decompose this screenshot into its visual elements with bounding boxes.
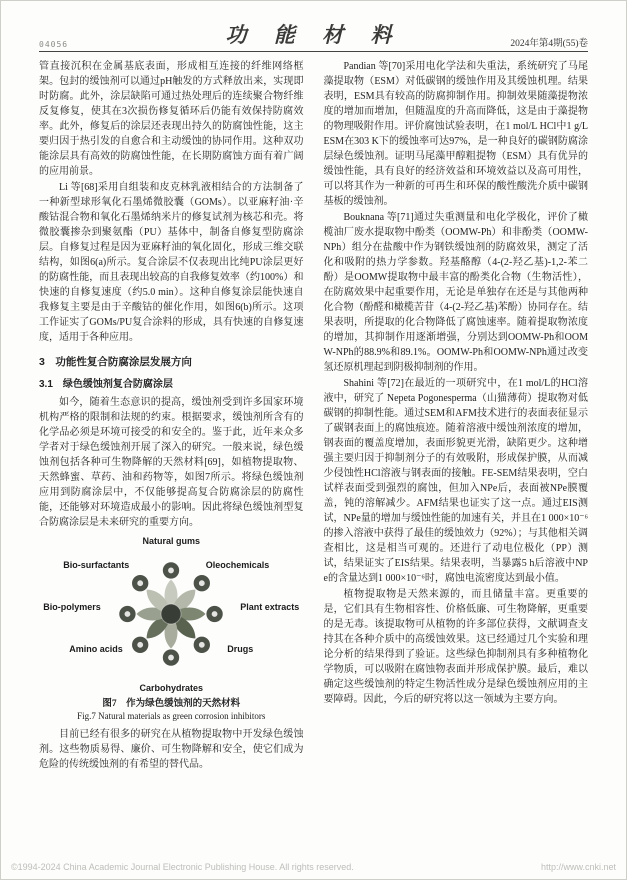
figure-7 — [39, 538, 304, 721]
copyright-text: ©1994-2024 China Academic Journal Electronic Publishing House. All rights reserved. — [11, 862, 354, 872]
page-footer — [1, 862, 626, 872]
page-number: 04056 — [39, 40, 69, 49]
flower-diagram — [112, 555, 230, 673]
article-body — [39, 59, 588, 841]
section-heading: 3 功能性复合防腐涂层发展方向 — [39, 356, 192, 368]
page-header — [39, 23, 588, 49]
paragraph-continuation: 管直接沉积在金属基底表面，形成相互连接的纤维网络框架。包封的缓蚀剂可以通过pH触发的方式释放出来，实现即时防腐。此外，涂层缺陷可通过热处理后的连续聚合物纤维反复修复，使其在3次损伤修复循环后仍能有效保持防腐效率。此外，修复后的涂层还表现出持久的防腐蚀性能，这主要归因于热引发的自愈合和主动缓蚀的协同作用。这种双功能涂层具有高效的防腐蚀性能，在长期防腐蚀方面有着广阔的应用前景。 — [39, 61, 304, 177]
left-column — [39, 59, 304, 841]
petal-label-drugs: Drugs — [227, 644, 254, 654]
paragraph-shahini-npe: Shahini 等[72]在最近的一项研究中，在1 mol/L的HCl溶液中，研究了 Nepeta Pogonesperma（山猫薄荷）提取物对低碳钢的抑制性能。通过SEM和AFM技术进行的表面表征显示了碳钢表面上的腐蚀痕迹。随着溶液中缓蚀剂浓度的增加，钢表面的覆盖度增加，表面形貌更光滑，缺陷更少。这种增强主要归因于抑制剂分子的有效吸附，形成保护膜，从而减少侵蚀性HCl溶液与钢表面的接触。FE-SEM结果表明，空白试样表面受到强烈的腐蚀，但加入NPe后，表面被NPe膜覆盖，钝的溶解减少。AFM结果也证实了这一点。通过EIS测试，NPe量的增加与缓蚀性能的加速有关，并且在1 000×10⁻⁶的掺入溶液中获得了最佳的缓蚀效力（92%）；与其他相关调查相比，这是相当可观的。还进行了动电位极化（PP）测试，结果证实了EIS结果。结果表明，当暴露5 h后溶液中NPe的含量达到1 000×10⁻⁶时，腐蚀电流密度达到最小值。 — [323, 378, 588, 584]
petal-tip-icon — [125, 611, 131, 617]
paragraph-plant-extract-intro: 目前已经有很多的研究在从植物提取物中开发绿色缓蚀剂。这些物质易得、廉价、可生物降解和安全，使它们成为危险的传统缓蚀剂的有希望的替代品。 — [39, 729, 304, 770]
petal-tip-icon — [168, 568, 174, 574]
figure-caption — [39, 695, 304, 721]
right-column — [324, 59, 589, 841]
figure-caption-cn: 图7 作为绿色缓蚀剂的天然材料 — [102, 699, 241, 709]
petal-label-amino-acids: Amino acids — [69, 644, 123, 654]
petal-label-plant-extracts: Plant extracts — [240, 602, 300, 612]
paragraph-pandian-esm: Pandian 等[70]采用电化学法和失重法，系统研究了马尾藻提取物（ESM）对低碳钢的缓蚀作用及其缓蚀机理。结果表明，ESM具有较高的防腐抑制作用。抑制效果随藻提物浓度的增加而增加，但随温度的升高而降低，这是由于藻提物的物理吸附作用。评价腐蚀试验表明，在1 mol/L HCl中1 g/L ESM在303 K下的缓蚀率可达97%，是一种良好的碳钢防腐涂层绿色缓蚀剂。证明马尾藻甲醇粗提物（ESM）具有优异的缓蚀性能，具有良好的经济效益和环境效益以及高可用性，可以将其作为一种新的可再生和环保的酸性酸洗介质中碳钢基板的缓蚀剂。 — [323, 61, 588, 207]
petal-tip-icon — [168, 655, 174, 661]
petal-label-oleochemicals: Oleochemicals — [205, 560, 270, 570]
petal-label-bio-surfactants: Bio-surfactants — [63, 560, 130, 570]
paragraph-bouknana-oomw: Bouknana 等[71]通过失重测量和电化学极化，评价了橄榄油厂废水提取物中酚类（OOMW-Ph）和非酚类（OOMW-NPh）组分在盐酸中作为钢铁缓蚀剂的防腐效果，测定了活化和吸附的热力学参数。羟基酪醇（4-(2-羟乙基)-1,2-苯二酚）是OOMW提取物中最丰富的酚类化合物（生物活性），在防腐效果中起重要作用，无论是单独存在还是与其他两种化合物（酚醛和橄榄苦苷（4-(2-羟乙基)苯酚）协同存在。结果表明，所提取的化合物降低了腐蚀速率。随着提取物浓度的增加，其抑制作用逐渐增强，分别达到OOMW-Ph和OOMW-NPh的88.9%和89.1%。OOMW-Ph和OOMW-NPh通过改变氢还原机理起到阴极抑制剂的作用。 — [323, 212, 588, 373]
paragraph-green-inhibitors: 如今，随着生态意识的提高，缓蚀剂受到许多国家环境机构严格的限制和法规的约束。根据要求，缓蚀剂所含有的化学品必须是环境可接受的和安全的。鉴于此，近年来众多学者对于绿色缓蚀剂开展了深入的研究。一般来说，绿色缓蚀剂包括各种可生物降解的天然材料[69]，如植物提取物、天然蜂蜜、草药、油和药物等，如图7所示。将绿色缓蚀剂应用到防腐涂层中，不仅能够提高复合防腐涂层的防腐性能，还能够对环境造成最小的影响。因此将绿色缓蚀剂型复合防腐涂层是未来研究的重要方向。 — [39, 397, 304, 528]
petal-label-natural-gums: Natural gums — [142, 536, 201, 546]
petal-tip-icon — [212, 611, 218, 617]
header-divider — [39, 51, 588, 52]
subsection-heading: 3.1 绿色缓蚀剂复合防腐涂层 — [39, 379, 173, 390]
figure-caption-en: Fig.7 Natural materials as green corrosion inhibitors — [77, 711, 266, 721]
journal-title: 功 能 材 料 — [225, 22, 402, 47]
petal-label-carbohydrates: Carbohydrates — [139, 683, 204, 693]
issue-info: 2024年第4期(55)卷 — [510, 39, 588, 49]
petal-label-bio-polymers: Bio-polymers — [43, 602, 101, 612]
cnki-url: http://www.cnki.net — [540, 862, 616, 872]
paragraph-plant-extract-summary: 植物提取物是天然来源的，而且储量丰富。更重要的是，它们具有生物相容性、价格低廉、可生物降解，更重要的是无毒。该提取物可从植物的许多部位获得，文献调查支持其在各种介质中的高缓蚀效果。这已经通过几个实验和理论分析的结果得到了验证。这些绿色抑制剂具有多种植物化学物质，可以吸附在腐蚀物表面并形成保护膜。最后，难以确定这些缓蚀剂的特定生物活性成分是绿色缓蚀剂应用的主要障碍。因此，今后的研究将以这一领域为主要方向。 — [323, 589, 588, 705]
paragraph-li-goms: Li 等[68]采用自组装和皮克林乳液相结合的方法制备了一种新型球形氧化石墨烯微胶囊（GOMs）。以亚麻籽油·辛酸钴混合物和氧化石墨烯纳米片的修复试剂为核芯和壳。将微胶囊掺杂到聚氨酯（PU）基体中，制备自修复型防腐涂层。自修复过程是因为亚麻籽油的氧化固化，形成三维交联结构，如图6(a)所示。复合涂层不仅表现出比纯PU涂层更好的防腐性能，而且表现出较高的自我修复效率（约100%）和快速的自修复速度（约5.0 min）。这种自修复涂层能快速自我修复主要是由于辛酸钴的催化作用，如图6(b)所示。这项工作证实了GOMs/PU复合涂料的形成，具有快速的自修复速度，适用于各种应用。 — [39, 182, 304, 343]
flower-diagram-wrap — [43, 536, 300, 693]
